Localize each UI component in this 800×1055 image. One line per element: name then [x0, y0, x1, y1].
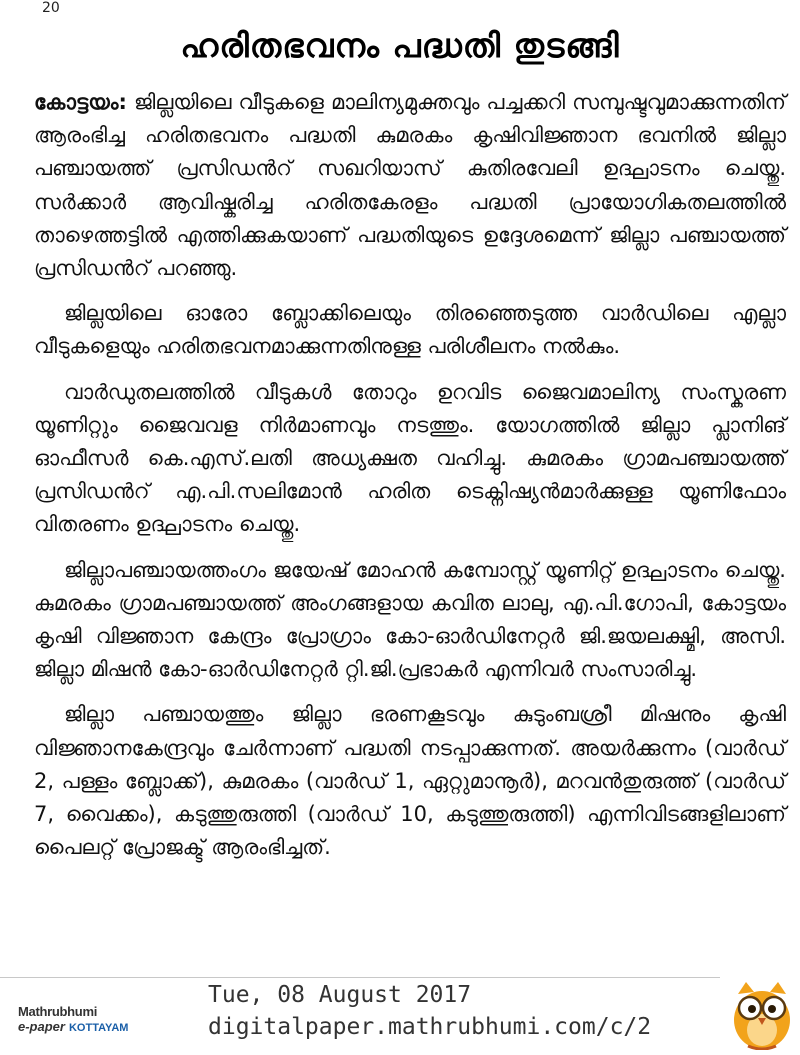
footer-url[interactable]: digitalpaper.mathrubhumi.com/c/2: [208, 1014, 652, 1040]
paragraph-1: [34, 86, 786, 285]
logo-edition: KOTTAYAM: [68, 1022, 129, 1034]
headline: ഹരിതഭവനം പദ്ധതി തുടങ്ങി: [180, 26, 620, 65]
page-number: 20: [42, 0, 60, 16]
paragraph-3: വാർഡുതലത്തിൽ വീടുകൾ തോറും ഉറവിട ജൈവമാലിന്യ സംസ്കരണ യൂണിറ്റും ജൈവവള നിർമാണവും നടത്തും. യോഗത്തിൽ ജില്ലാ പ്ലാനിങ് ഓഫീസർ കെ.എസ്.ലതി അധ്യക്ഷത വഹിച്ചു. കുമരകം ഗ്രാമപഞ്ചായത്ത് പ്രസിഡൻറ് എ.പി.സലിമോൻ ഹരിത ടെക്നിഷ്യൻമാർക്കുള്ള യൂണിഫോം വിതരണം ഉദ്ഘാടനം ചെയ്തു.: [34, 379, 786, 537]
mathrubhumi-logo[interactable]: [18, 1004, 178, 1034]
paragraph-5: ജില്ലാ പഞ്ചായത്തും ജില്ലാ ഭരണകൂടവും കുടുംബശ്രീ മിഷനും കൃഷി വിജ്ഞാനകേന്ദ്രവും ചേർന്നാണ് പദ്ധതി നടപ്പാക്കുന്നത്. അയർക്കുന്നം (വാർഡ് 2, പള്ളം ബ്ലോക്ക്), കുമരകം (വാർഡ് 1, ഏറ്റുമാനൂർ), മറവൻതുരുത്ത് (വാർഡ് 7, വൈക്കം), കടുത്തുരുത്തി (വാർഡ് 10, കടുത്തുരുത്തി) എന്നിവിടങ്ങളിലാണ് പൈലറ്റ് പ്രോജക്ട് ആരംഭിച്ചത്.: [34, 702, 786, 860]
dateline: കോട്ടയം:: [34, 90, 127, 114]
footer-divider: [0, 977, 720, 978]
owl-mascot-icon: [728, 980, 796, 1050]
paragraph-4: ജില്ലാപഞ്ചായത്തംഗം ജയേഷ് മോഹൻ കമ്പോസ്റ്റ് യൂണിറ്റ് ഉദ്ഘാടനം ചെയ്തു. കുമരകം ഗ്രാമപഞ്ചായത്ത് അംഗങ്ങളായ കവിത ലാലു, എ.പി.ഗോപി, കോട്ടയം കൃഷി വിജ്ഞാന കേന്ദ്രം പ്രോഗ്രാം കോ-ഓർഡിനേറ്റർ ജി.ജയലക്ഷ്മി, അസി. ജില്ലാ മിഷൻ കോ-ഓർഡിനേറ്റർ റ്റി.ജി.പ്രഭാകർ എന്നിവർ സംസാരിച്ചു.: [34, 557, 786, 682]
logo-subline: [18, 1019, 178, 1034]
logo-name: Mathrubhumi: [18, 1004, 98, 1019]
paragraph-1-text: ജില്ലയിലെ വീടുകളെ മാലിന്യമുക്തവും പച്ചക്കറി സമ്പുഷ്ടവുമാക്കുന്നതിന് ആരംഭിച്ച ഹരിതഭവനം പദ്ധതി കുമരകം കൃഷിവിജ്ഞാന ഭവനിൽ ജില്ലാ പഞ്ചായത്ത് പ്രസിഡൻറ് സഖറിയാസ് കുതിരവേലി ഉദ്ഘാടനം ചെയ്തു. സർക്കാർ ആവിഷ്കരിച്ച ഹരിതകേരളം പദ്ധതി പ്രായോഗികതലത്തിൽ താഴെത്തട്ടിൽ എത്തിക്കുകയാണ് പദ്ധതിയുടെ ഉദ്ദേശമെന്ന് ജില്ലാ പഞ്ചായത്ത് പ്രസിഡൻറ് പറഞ്ഞു.: [34, 90, 786, 281]
footer-date: Tue, 08 August 2017: [208, 982, 472, 1008]
paragraph-2: ജില്ലയിലെ ഓരോ ബ്ലോക്കിലെയും തിരഞ്ഞെടുത്ത വാർഡിലെ എല്ലാ വീടുകളെയും ഹരിതഭവനമാക്കുന്നതിനുള്ള പരിശീലനം നൽകും.: [34, 301, 786, 359]
article-body: [34, 86, 786, 876]
logo-epaper: e-paper: [18, 1019, 65, 1034]
